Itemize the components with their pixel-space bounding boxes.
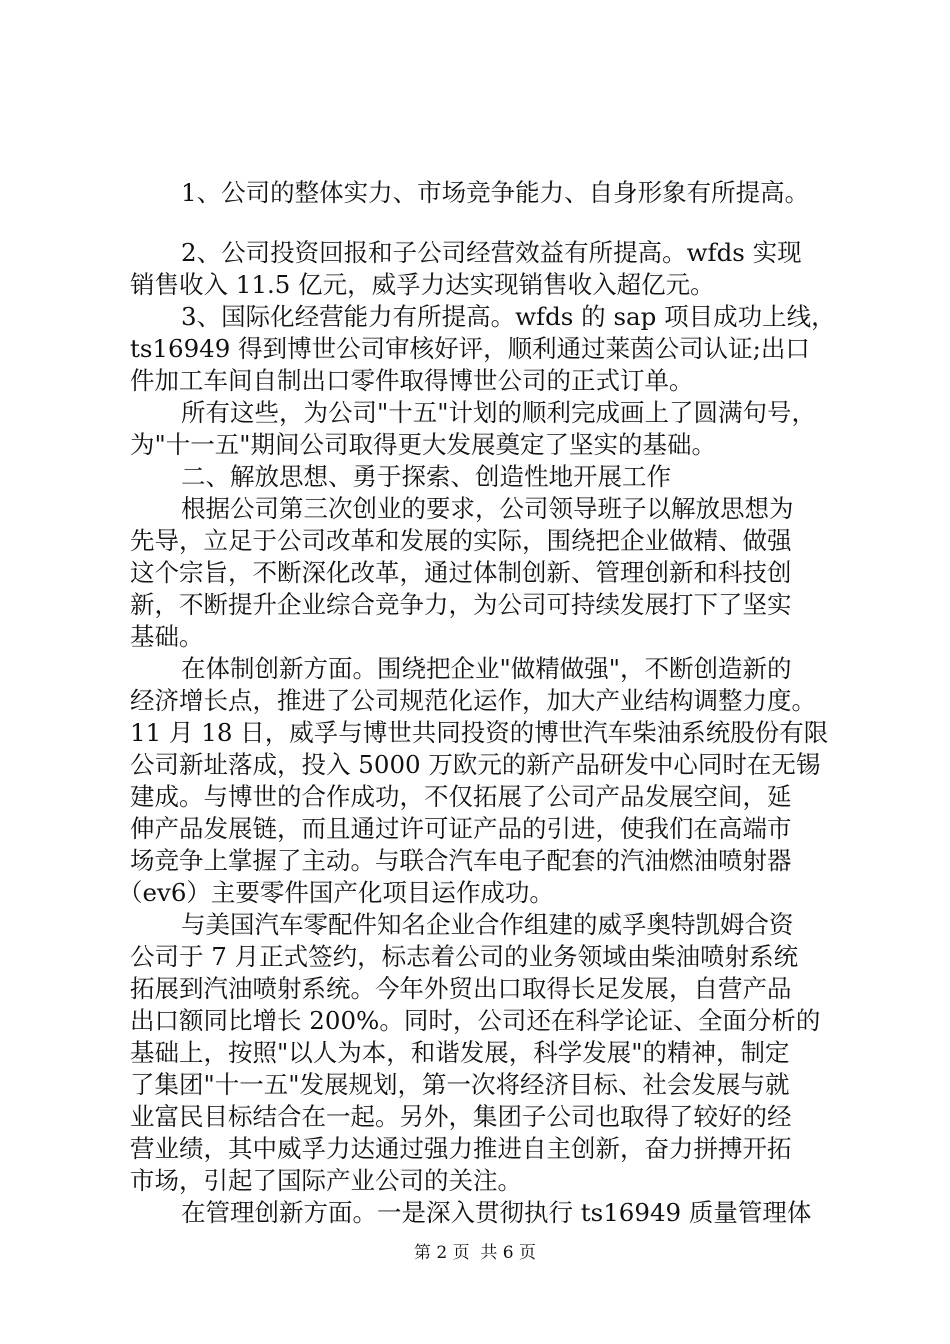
text-line: 先导，立足于公司改革和发展的实际，围绕把企业做精、做强 [130, 526, 792, 555]
text-line: 经济增长点，推进了公司规范化运作，加大产业结构调整力度。 [130, 686, 816, 715]
text-line: 新，不断提升企业综合竞争力，为公司可持续发展打下了坚实 [130, 590, 792, 619]
page-number-footer: 第 2 页 共 6 页 [413, 1243, 537, 1263]
text-line: 为"十一五"期间公司取得更大发展奠定了坚实的基础。 [130, 430, 717, 459]
text-line: 营业绩，其中威孚力达通过强力推进自主创新，奋力拼搏开拓 [130, 1134, 792, 1163]
text-line: 销售收入 11.5 亿元，威孚力达实现销售收入超亿元。 [130, 270, 715, 299]
text-line: 所有这些，为公司"十五"计划的顺利完成画上了圆满句号， [181, 398, 817, 427]
text-line: 2、公司投资回报和子公司经营效益有所提高。wfds 实现 [181, 238, 802, 267]
text-line: 这个宗旨，不断深化改革，通过体制创新、管理创新和科技创 [130, 558, 792, 587]
text-line: 出口额同比增长 200%。同时，公司还在科学论证、全面分析的 [130, 1006, 821, 1035]
text-line: 在管理创新方面。一是深入贯彻执行 ts16949 质量管理体 [181, 1198, 812, 1227]
text-line: 件加工车间自制出口零件取得博世公司的正式订单。 [130, 366, 694, 395]
text-line: 建成。与博世的合作成功，不仅拓展了公司产品发展空间，延 [130, 782, 792, 811]
text-line: 市场，引起了国际产业公司的关注。 [130, 1166, 522, 1195]
text-line: 业富民目标结合在一起。另外，集团子公司也取得了较好的经 [130, 1102, 792, 1131]
text-line: 拓展到汽油喷射系统。今年外贸出口取得长足发展，自营产品 [130, 974, 792, 1003]
text-line: 公司于 7 月正式签约，标志着公司的业务领域由柴油喷射系统 [130, 942, 799, 971]
text-line: 根据公司第三次创业的要求，公司领导班子以解放思想为 [181, 494, 794, 523]
text-line: 基础上，按照"以人为本，和谐发展，科学发展"的精神，制定 [130, 1038, 790, 1067]
text-line: 与美国汽车零配件知名企业合作组建的威孚奥特凯姆合资 [181, 910, 794, 939]
text-line: 11 月 18 日，威孚与博世共同投资的博世汽车柴油系统股份有限 [130, 718, 829, 747]
text-line: （ev6）主要零件国产化项目运作成功。 [118, 878, 554, 907]
text-line: 伸产品发展链，而且通过许可证产品的引进，使我们在高端市 [130, 814, 792, 843]
text-line: 场竞争上掌握了主动。与联合汽车电子配套的汽油燃油喷射器 [130, 846, 792, 875]
section-heading: 二、解放思想、勇于探索、创造性地开展工作 [181, 462, 671, 491]
text-line: 3、国际化经营能力有所提高。wfds 的 sap 项目成功上线， [181, 302, 836, 331]
text-line: 了集团"十一五"发展规划，第一次将经济目标、社会发展与就 [130, 1070, 790, 1099]
text-line: 基础。 [130, 622, 204, 651]
text-line: ts16949 得到博世公司审核好评，顺利通过莱茵公司认证;出口 [130, 334, 810, 363]
text-line: 在体制创新方面。围绕把企业"做精做强"，不断创造新的 [181, 654, 792, 683]
text-line: 公司新址落成，投入 5000 万欧元的新产品研发中心同时在无锡 [130, 750, 821, 779]
text-line: 1、公司的整体实力、市场竞争能力、自身形象有所提高。 [181, 178, 810, 207]
